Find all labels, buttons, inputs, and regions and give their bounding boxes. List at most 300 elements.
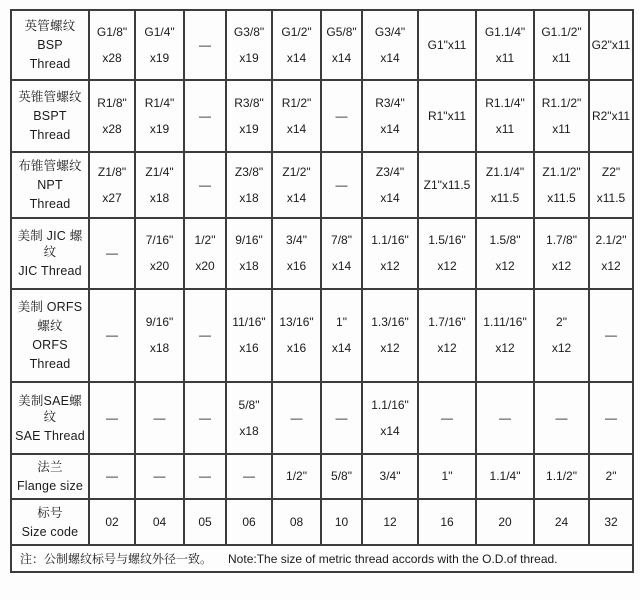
cell-orfs-c9 — [534, 289, 589, 382]
cell-value-line: x14 — [286, 50, 307, 65]
row-label-line: 美制 JIC 螺纹 — [17, 229, 83, 259]
cell-value-line: x19 — [239, 50, 259, 65]
cell-size-code-c3 — [226, 499, 272, 545]
cell-value-line: x14 — [331, 341, 352, 355]
empty-dash: — — [199, 108, 211, 123]
cell-value-line: 1" — [441, 469, 453, 483]
cell-bsp-c5 — [321, 10, 362, 80]
cell-content — [136, 25, 183, 66]
cell-value-line: 1.1/16" — [371, 233, 409, 247]
cell-value-line: x28 — [102, 50, 122, 65]
row-label-lines — [12, 393, 88, 444]
cell-value-line: Z1/2" — [282, 164, 311, 179]
cell-value-line: x19 — [239, 121, 259, 136]
cell-content — [227, 315, 271, 356]
cell-flange-c8 — [476, 454, 534, 499]
cell-value-line: 7/16" — [145, 233, 174, 247]
cell-value-line: x18 — [239, 259, 259, 273]
row-bsp — [11, 10, 633, 80]
cell-value-line: 5/8" — [331, 469, 352, 483]
row-label-line: SAE Thread — [15, 428, 85, 443]
cell-flange-c6 — [362, 454, 418, 499]
cell-content — [419, 515, 475, 530]
cell-value-line: x19 — [149, 50, 170, 65]
cell-jic-c9 — [534, 218, 589, 289]
cell-content — [227, 469, 271, 484]
row-label-line: Size code — [21, 524, 79, 539]
cell-content — [227, 165, 271, 206]
row-label-line: 美制SAE螺纹 — [18, 393, 82, 424]
cell-content — [419, 109, 475, 124]
row-label-line: 布锥管螺纹 — [18, 159, 82, 173]
cell-content — [322, 515, 361, 530]
cell-value-line: x11 — [495, 50, 515, 65]
row-size-code — [11, 499, 633, 545]
empty-dash: — — [335, 177, 348, 192]
cell-value-line: 1.11/16" — [483, 315, 527, 329]
cell-content — [273, 96, 320, 137]
thread-spec-table — [10, 9, 634, 573]
cell-value-line: 7/8" — [331, 233, 352, 247]
cell-value-line: 04 — [152, 514, 167, 529]
cell-content — [227, 398, 271, 439]
cell-jic-c5 — [321, 218, 362, 289]
empty-dash: — — [153, 469, 166, 483]
cell-value-line: x16 — [286, 341, 307, 355]
cell-content — [477, 233, 533, 274]
cell-value-line: G5/8" — [326, 24, 357, 39]
cell-content — [136, 233, 183, 274]
cell-bsp-c0 — [89, 10, 135, 80]
row-label-line: ORFS — [32, 338, 68, 352]
cell-content — [535, 233, 588, 274]
note-row — [11, 545, 633, 572]
cell-value-line: x12 — [437, 259, 457, 273]
cell-size-code-c5 — [321, 499, 362, 545]
cell-content — [322, 178, 361, 193]
cell-bsp-c8 — [476, 10, 534, 80]
cell-value-line: 12 — [383, 514, 397, 529]
cell-flange-c1 — [135, 454, 184, 499]
row-label-bsp — [11, 10, 89, 80]
cell-value-line: R2"x11 — [591, 108, 631, 123]
table-foot — [11, 545, 633, 572]
cell-content — [477, 25, 533, 66]
cell-value-line: R1.1/2" — [541, 95, 582, 110]
row-bspt — [11, 80, 633, 152]
empty-dash: — — [106, 410, 118, 425]
cell-value-line: x12 — [380, 259, 400, 273]
cell-npt-c9 — [534, 152, 589, 218]
row-orfs — [11, 289, 633, 382]
cell-orfs-c10 — [589, 289, 633, 382]
cell-content — [227, 96, 271, 137]
cell-value-line: x16 — [286, 259, 307, 273]
cell-bsp-c2 — [184, 10, 226, 80]
cell-content — [363, 398, 417, 439]
cell-bspt-c9 — [534, 80, 589, 152]
cell-content — [136, 96, 183, 137]
cell-content — [590, 109, 632, 124]
cell-content — [136, 315, 183, 356]
cell-content — [185, 469, 225, 484]
cell-flange-c9 — [534, 454, 589, 499]
cell-orfs-c5 — [321, 289, 362, 382]
cell-value-line: x18 — [149, 190, 170, 205]
cell-value-line: 1.3/16" — [371, 315, 409, 329]
cell-content — [419, 411, 475, 426]
cell-content — [363, 469, 417, 484]
cell-orfs-c1 — [135, 289, 184, 382]
cell-sae-c8 — [476, 382, 534, 454]
row-label-sae — [11, 382, 89, 454]
cell-content — [419, 38, 475, 53]
cell-content — [535, 165, 588, 206]
cell-content — [477, 469, 533, 484]
cell-content — [419, 178, 475, 193]
cell-jic-c0 — [89, 218, 135, 289]
empty-dash: — — [199, 469, 211, 483]
cell-content — [590, 165, 632, 206]
cell-content — [535, 515, 588, 530]
cell-value-line: 02 — [105, 514, 119, 529]
cell-content — [590, 469, 632, 484]
cell-content — [363, 515, 417, 530]
cell-value-line: 2.1/2" — [595, 233, 627, 247]
cell-content — [535, 469, 588, 484]
row-label-lines — [12, 299, 88, 372]
cell-value-line: 06 — [242, 514, 256, 529]
row-label-line: Thread — [29, 197, 71, 211]
cell-content — [90, 515, 134, 530]
cell-value-line: R1/2" — [281, 95, 312, 110]
row-label-lines — [12, 18, 88, 72]
empty-dash: — — [199, 328, 211, 342]
cell-bsp-c3 — [226, 10, 272, 80]
cell-value-line: x12 — [601, 259, 621, 273]
cell-bspt-c6 — [362, 80, 418, 152]
cell-bspt-c2 — [184, 80, 226, 152]
cell-content — [363, 315, 417, 356]
cell-value-line: Z1/8" — [97, 164, 127, 179]
cell-content — [185, 515, 225, 530]
cell-value-line: x27 — [102, 190, 122, 205]
cell-npt-c5 — [321, 152, 362, 218]
cell-bspt-c7 — [418, 80, 476, 152]
cell-value-line: G1.1/4" — [484, 24, 526, 39]
cell-content — [185, 178, 225, 193]
cell-bsp-c10 — [589, 10, 633, 80]
empty-dash: — — [605, 410, 617, 425]
row-label-line: Thread — [29, 128, 71, 142]
cell-orfs-c2 — [184, 289, 226, 382]
cell-value-line: x12 — [495, 259, 515, 273]
cell-sae-c0 — [89, 382, 135, 454]
cell-content — [136, 165, 183, 206]
cell-value-line: 1.1/4" — [489, 469, 521, 483]
cell-content — [90, 411, 134, 426]
cell-content — [477, 315, 533, 356]
cell-value-line: 9/16" — [235, 233, 263, 247]
row-label-line: 法兰 — [37, 460, 63, 474]
row-label-lines — [12, 459, 88, 494]
cell-value-line: 05 — [198, 514, 212, 529]
cell-value-line: R1/4" — [144, 95, 175, 110]
row-label-size-code — [11, 499, 89, 545]
cell-value-line: 2" — [556, 315, 567, 329]
cell-size-code-c1 — [135, 499, 184, 545]
cell-value-line: x18 — [149, 341, 170, 355]
cell-content — [90, 165, 134, 206]
cell-value-line: G1/8" — [96, 24, 128, 39]
cell-value-line: R1/8" — [97, 95, 127, 110]
cell-value-line: 13/16" — [279, 315, 314, 329]
cell-content — [185, 411, 225, 426]
row-sae — [11, 382, 633, 454]
table-body — [11, 10, 633, 545]
cell-bsp-c4 — [272, 10, 321, 80]
cell-value-line: 08 — [289, 514, 304, 529]
row-label-npt — [11, 152, 89, 218]
empty-dash: — — [106, 328, 118, 342]
row-label-lines — [12, 158, 88, 212]
cell-flange-c0 — [89, 454, 135, 499]
row-label-line: 标号 — [37, 505, 63, 520]
note-text-en: Note:The size of metric thread accords with the O.D.of thread. — [228, 552, 558, 566]
cell-value-line: x14 — [331, 50, 352, 65]
cell-flange-c10 — [589, 454, 633, 499]
cell-value-line: x14 — [331, 259, 352, 273]
cell-sae-c7 — [418, 382, 476, 454]
row-label-line: Thread — [29, 357, 71, 371]
cell-value-line: G1/2" — [281, 24, 312, 39]
cell-content — [136, 411, 183, 426]
empty-dash: — — [335, 410, 348, 425]
cell-value-line: G3/4" — [374, 24, 406, 39]
cell-flange-c7 — [418, 454, 476, 499]
cell-content — [477, 165, 533, 206]
cell-content — [185, 38, 225, 53]
cell-flange-c3 — [226, 454, 272, 499]
cell-content — [419, 233, 475, 274]
cell-content — [90, 246, 134, 261]
cell-size-code-c7 — [418, 499, 476, 545]
cell-npt-c6 — [362, 152, 418, 218]
cell-value-line: G2"x11 — [591, 37, 631, 52]
cell-size-code-c8 — [476, 499, 534, 545]
cell-bsp-c6 — [362, 10, 418, 80]
cell-content — [90, 96, 134, 137]
cell-value-line: Z2" — [601, 164, 621, 179]
cell-bspt-c10 — [589, 80, 633, 152]
cell-bspt-c3 — [226, 80, 272, 152]
cell-value-line: Z3/8" — [234, 164, 264, 179]
row-label-line: 英管螺纹 — [24, 19, 76, 33]
cell-value-line: G1"x11 — [427, 37, 467, 52]
cell-bsp-c7 — [418, 10, 476, 80]
cell-value-line: x14 — [380, 190, 400, 205]
cell-sae-c3 — [226, 382, 272, 454]
cell-bspt-c4 — [272, 80, 321, 152]
cell-value-line: x14 — [380, 121, 400, 136]
empty-dash: — — [243, 469, 255, 483]
empty-dash: — — [106, 469, 118, 483]
cell-content — [136, 515, 183, 530]
cell-value-line: 1.7/8" — [546, 233, 577, 247]
row-label-flange — [11, 454, 89, 499]
cell-value-line: 1/2" — [286, 469, 307, 483]
cell-size-code-c2 — [184, 499, 226, 545]
cell-value-line: x12 — [380, 341, 400, 355]
cell-value-line: 1.1/2" — [546, 469, 577, 483]
cell-value-line: x11.5 — [596, 190, 626, 205]
cell-content — [90, 25, 134, 66]
cell-bspt-c0 — [89, 80, 135, 152]
cell-content — [477, 515, 533, 530]
cell-sae-c6 — [362, 382, 418, 454]
cell-value-line: 10 — [334, 514, 349, 529]
cell-size-code-c6 — [362, 499, 418, 545]
cell-value-line: x18 — [239, 190, 259, 205]
cell-flange-c4 — [272, 454, 321, 499]
cell-jic-c8 — [476, 218, 534, 289]
cell-content — [590, 38, 632, 53]
empty-dash: — — [499, 410, 511, 425]
cell-flange-c2 — [184, 454, 226, 499]
cell-value-line: 1.7/16" — [428, 315, 466, 329]
cell-value-line: R1.1/4" — [485, 95, 525, 110]
cell-value-line: 9/16" — [145, 315, 174, 329]
empty-dash: — — [555, 410, 568, 425]
cell-value-line: 1" — [336, 315, 347, 329]
cell-size-code-c4 — [272, 499, 321, 545]
cell-value-line: 1.1/16" — [371, 397, 409, 412]
cell-content — [535, 25, 588, 66]
cell-size-code-c10 — [589, 499, 633, 545]
cell-size-code-c0 — [89, 499, 135, 545]
cell-sae-c4 — [272, 382, 321, 454]
cell-value-line: x12 — [551, 259, 572, 273]
cell-value-line: x11 — [552, 121, 571, 136]
cell-value-line: 1/2" — [194, 233, 216, 247]
cell-value-line: 1.5/8" — [489, 233, 521, 247]
cell-value-line: x12 — [437, 341, 457, 355]
cell-jic-c7 — [418, 218, 476, 289]
cell-value-line: x28 — [102, 121, 122, 136]
cell-orfs-c0 — [89, 289, 135, 382]
row-label-jic — [11, 218, 89, 289]
cell-value-line: x14 — [380, 423, 400, 438]
cell-sae-c5 — [321, 382, 362, 454]
cell-orfs-c8 — [476, 289, 534, 382]
empty-dash: — — [290, 410, 303, 425]
cell-content — [273, 233, 320, 274]
row-label-line: Flange size — [16, 479, 84, 493]
row-label-line: NPT — [37, 178, 63, 192]
cell-value-line: G1/4" — [144, 24, 175, 39]
cell-content — [136, 469, 183, 484]
cell-value-line: x14 — [380, 50, 400, 65]
cell-npt-c8 — [476, 152, 534, 218]
cell-content — [419, 469, 475, 484]
cell-value-line: 1.5/16" — [428, 233, 466, 247]
cell-jic-c4 — [272, 218, 321, 289]
cell-content — [477, 411, 533, 426]
cell-content — [185, 233, 225, 274]
cell-npt-c4 — [272, 152, 321, 218]
cell-npt-c1 — [135, 152, 184, 218]
cell-sae-c1 — [135, 382, 184, 454]
cell-value-line: x20 — [195, 259, 215, 273]
row-label-line: 螺纹 — [37, 319, 63, 333]
cell-content — [322, 315, 361, 356]
cell-flange-c5 — [321, 454, 362, 499]
cell-content — [273, 411, 320, 426]
row-label-line: Thread — [29, 57, 71, 71]
row-label-orfs — [11, 289, 89, 382]
cell-content — [322, 469, 361, 484]
cell-orfs-c4 — [272, 289, 321, 382]
cell-value-line: 11/16" — [232, 315, 266, 329]
cell-npt-c0 — [89, 152, 135, 218]
cell-orfs-c7 — [418, 289, 476, 382]
row-label-line: BSPT — [33, 109, 67, 123]
empty-dash: — — [199, 177, 211, 192]
cell-value-line: R3/4" — [375, 95, 405, 110]
cell-content — [273, 165, 320, 206]
cell-value-line: R3/8" — [234, 95, 264, 110]
cell-content — [185, 109, 225, 124]
cell-value-line: x18 — [239, 423, 259, 438]
cell-sae-c9 — [534, 382, 589, 454]
cell-content — [322, 25, 361, 66]
cell-content — [363, 96, 417, 137]
cell-value-line: x11 — [552, 50, 571, 65]
cell-sae-c10 — [589, 382, 633, 454]
cell-content — [273, 25, 320, 66]
cell-content — [273, 315, 320, 356]
cell-sae-c2 — [184, 382, 226, 454]
row-jic — [11, 218, 633, 289]
cell-content — [227, 233, 271, 274]
note-cell — [11, 545, 633, 572]
cell-value-line: x12 — [495, 341, 515, 355]
cell-value-line: R1"x11 — [427, 108, 467, 123]
row-label-bspt — [11, 80, 89, 152]
note-text-zh: 注：公制螺纹标号与螺纹外径一致。 — [20, 552, 213, 566]
cell-content — [273, 469, 320, 484]
cell-content — [477, 96, 533, 137]
empty-dash: — — [199, 410, 211, 425]
cell-jic-c2 — [184, 218, 226, 289]
cell-content — [590, 411, 632, 426]
cell-value-line: Z1/4" — [145, 164, 174, 179]
cell-content — [590, 233, 632, 274]
cell-value-line: 2" — [605, 469, 617, 483]
cell-jic-c6 — [362, 218, 418, 289]
row-flange — [11, 454, 633, 499]
cell-content — [535, 315, 588, 356]
cell-npt-c2 — [184, 152, 226, 218]
cell-value-line: x12 — [551, 341, 572, 355]
cell-content — [90, 469, 134, 484]
cell-value-line: G1.1/2" — [541, 24, 582, 39]
cell-value-line: 5/8" — [238, 397, 260, 412]
row-label-line: 英锥管螺纹 — [18, 90, 82, 104]
cell-content — [185, 328, 225, 343]
cell-bspt-c8 — [476, 80, 534, 152]
cell-bspt-c5 — [321, 80, 362, 152]
